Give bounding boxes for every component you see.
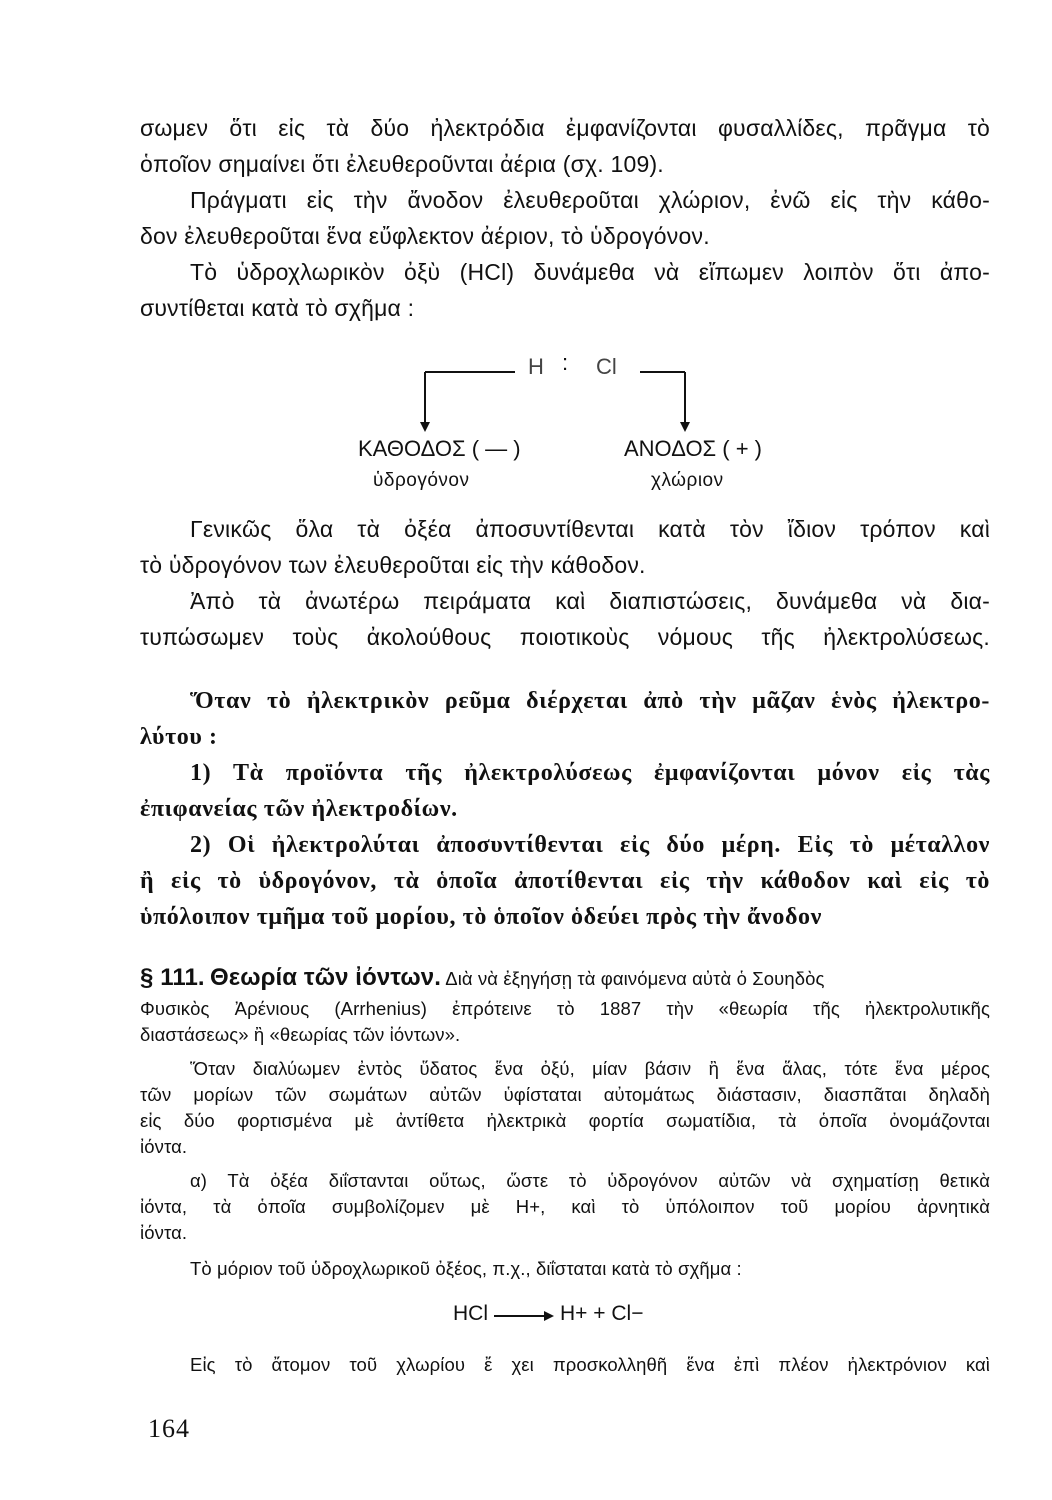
text-line: ὁποῖον σημαίνει ὅτι ἐλευθεροῦνται ἀέρια (σχ. 109). <box>140 151 664 177</box>
chlorine-symbol: Cl <box>596 354 617 379</box>
section-first-line: Διὰ νὰ ἐξηγήσῃ τὰ φαινόμενα αὐτὰ ὁ Σουηδὸς <box>445 968 825 989</box>
text-line: τὸ ὑδρογόνον των ἐλευθεροῦται εἰς τὴν κάθοδον. <box>140 552 646 578</box>
equation-left: HCl <box>453 1302 488 1325</box>
text-line: τῶν μορίων τῶν σωμάτων αὐτῶν ὑφίσταται αὐτομάτως διάστασιν, διασπᾶται δηλαδὴ <box>140 1084 990 1105</box>
text-line: α) Τὰ ὀξέα διΐστανται οὕτως, ὥστε τὸ ὑδρογόνον αὐτῶν νὰ σχηματίσῃ θετικὰ <box>190 1170 990 1191</box>
law-line: ἐπιφανείας τῶν ἠλεκτροδίων. <box>140 796 458 822</box>
anode-label: ΑΝΟΔΟΣ ( + ) <box>624 436 762 461</box>
anode-product: χλώριον <box>651 470 724 491</box>
law-line: 1) Τὰ προϊόντα τῆς ἠλεκτρολύσεως ἐμφανίζονται μόνον εἰς τὰς <box>190 760 990 786</box>
text-line: Ἀπὸ τὰ ἀνωτέρω πειράματα καὶ διαπιστώσεις, δυνάμεθα νὰ δια- <box>190 588 990 614</box>
text-line: Ὅταν διαλύωμεν ἐντὸς ὕδατος ἕνα ὀξύ, μίαν βάσιν ἢ ἕνα ἅλας, τότε ἕνα μέρος <box>190 1058 990 1079</box>
text-line: ἰόντα, τὰ ὁποῖα συμβολίζομεν μὲ H+, καὶ τὸ ὑπόλοιπον τοῦ μορίου ἀρνητικὰ <box>140 1196 990 1217</box>
bond-colon: : <box>562 350 569 375</box>
text-line: Γενικῶς ὅλα τὰ ὀξέα ἀποσυντίθενται κατὰ τὸν ἴδιον τρόπον καὶ <box>190 516 990 542</box>
text-line: Τὸ ὑδροχλωρικὸν ὀξὺ (HCl) δυνάμεθα νὰ εἴπωμεν λοιπὸν ὅτι ἀπο- <box>190 259 990 285</box>
hydrogen-symbol: H <box>528 354 544 379</box>
text-line: Εἰς τὸ ἄτομον τοῦ χλωρίου ἔ χει προσκολληθῆ ἕνα ἐπὶ πλέον ἠλεκτρόνιον καὶ <box>190 1354 990 1375</box>
section-number: § 111. <box>140 964 205 991</box>
reaction-arrow <box>494 1306 556 1326</box>
text-line: εἰς δύο φορτισμένα μὲ ἀντίθετα ἠλεκτρικὰ φορτία σωματίδια, τὰ ὁποῖα ὀνομάζονται <box>140 1110 990 1131</box>
law-line: 2) Οἱ ἠλεκτρολύται ἀποσυντίθενται εἰς δύο μέρη. Εἰς τὸ μέταλλον <box>190 832 990 858</box>
cathode-arrow-head <box>420 422 430 432</box>
text-line: σωμεν ὅτι εἰς τὰ δύο ἠλεκτρόδια ἐμφανίζονται φυσαλλίδες, πρᾶγμα τὸ <box>140 115 990 141</box>
page-number: 164 <box>148 1414 190 1443</box>
law-line: ἢ εἰς τὸ ὑδρογόνον, τὰ ὁποῖα ἀποτίθενται εἰς τὴν κάθοδον καὶ εἰς τὸ <box>140 868 990 894</box>
text-line: δον ἐλευθεροῦται ἕνα εὔφλεκτον ἀέριον, τὸ ὑδρογόνον. <box>140 223 710 249</box>
text-line: διαστάσεως» ἢ «θεωρίας τῶν ἰόντων». <box>140 1024 461 1045</box>
cathode-label: ΚΑΘΟΔΟΣ ( — ) <box>358 436 521 461</box>
law-line: ὑπόλοιπον τμῆμα τοῦ μορίου, τὸ ὁποῖον ὁδεύει πρὸς τὴν ἄνοδον <box>140 904 822 930</box>
section-title: Θεωρία τῶν ἰόντων. <box>209 964 442 991</box>
text-line: συντίθεται κατὰ τὸ σχῆμα : <box>140 295 415 321</box>
law-line: λύτου : <box>140 724 218 750</box>
text-line: ἰόντα. <box>140 1136 188 1157</box>
text-line: Φυσικὸς Ἀρένιους (Arrhenius) ἐπρότεινε τὸ 1887 τὴν «θεωρία τῆς ἠλεκτρολυτικῆς <box>140 998 990 1019</box>
diagram-lines <box>0 0 1052 520</box>
text-line: τυπώσωμεν τοὺς ἀκολούθους ποιοτικοὺς νόμους τῆς ἠλεκτρολύσεως. <box>140 624 990 650</box>
text-line: ἰόντα. <box>140 1222 188 1243</box>
law-line: Ὅταν τὸ ἠλεκτρικὸν ρεῦμα διέρχεται ἀπὸ τὴν μᾶζαν ἑνὸς ἠλεκτρο- <box>190 688 990 714</box>
anode-arrow-head <box>680 422 690 432</box>
text-line: Τὸ μόριον τοῦ ὑδροχλωρικοῦ ὀξέος, π.χ., διΐσταται κατὰ τὸ σχῆμα : <box>190 1258 742 1279</box>
equation-right: H+ + Cl− <box>560 1302 644 1325</box>
text-line: Πράγματι εἰς τὴν ἄνοδον ἐλευθεροῦται χλώριον, ἐνῶ εἰς τὴν κάθο- <box>190 187 990 213</box>
section-heading-line <box>140 962 990 995</box>
cathode-product: ὑδρογόνον <box>373 470 470 491</box>
